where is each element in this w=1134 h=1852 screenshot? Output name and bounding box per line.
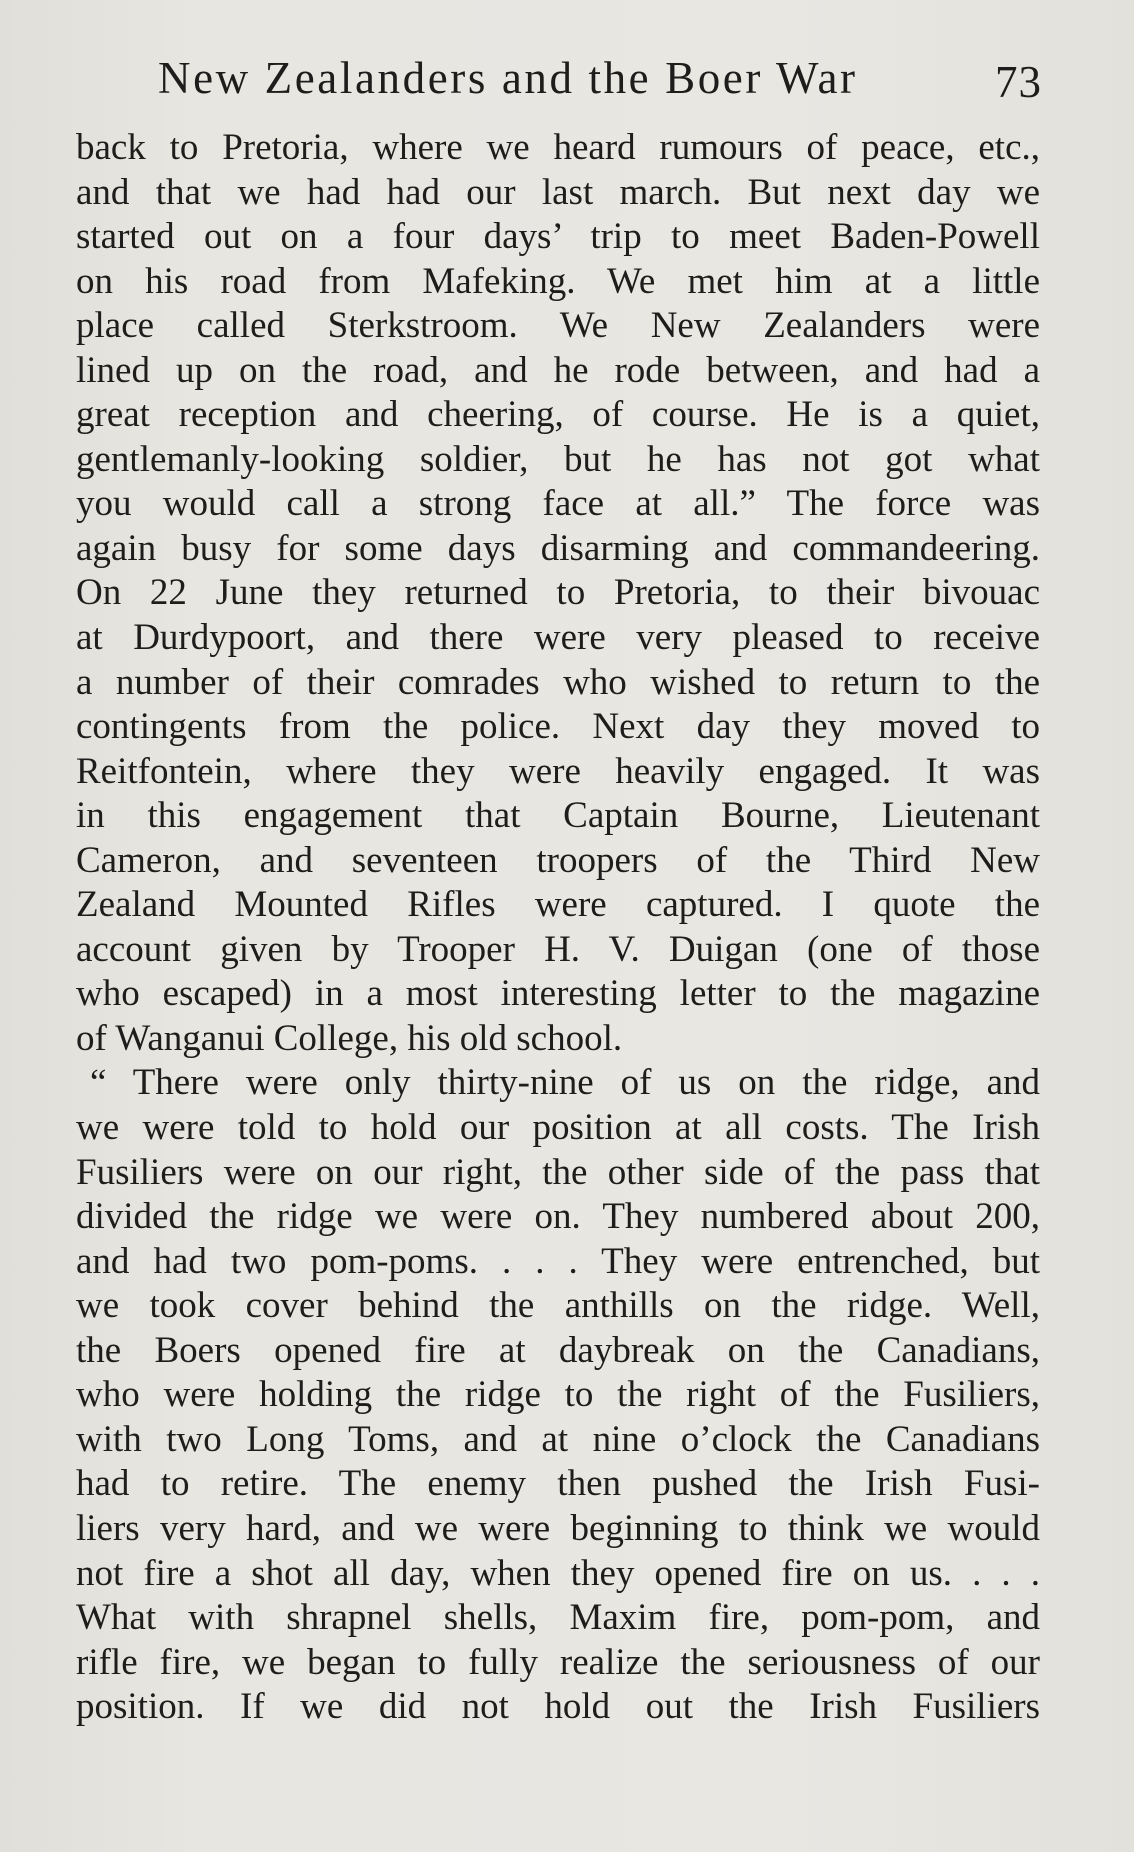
- text-line: again busy for some days disarming and commandeering.: [76, 527, 1040, 569]
- text-line: of Wanganui College, his old school.: [76, 1017, 623, 1059]
- text-line: great reception and cheering, of course. He is a quiet,: [76, 394, 1040, 436]
- text-line: account given by Trooper H. V. Duigan (one of those: [76, 928, 1040, 970]
- text-line: not fire a shot all day, when they opened fire on us. . . .: [76, 1552, 1040, 1594]
- running-title: New Zealanders and the Boer War: [158, 53, 858, 103]
- text-line: in this engagement that Captain Bourne, Lieutenant: [76, 795, 1040, 837]
- text-line: we were told to hold our position at all costs. The Irish: [76, 1107, 1040, 1149]
- text-line: and had two pom-poms. . . . They were entrenched, but: [76, 1240, 1040, 1282]
- text-line: we took cover behind the anthills on the ridge. Well,: [76, 1285, 1040, 1327]
- text-line: you would call a strong face at all.” The force was: [76, 483, 1040, 525]
- text-line: Zealand Mounted Rifles were captured. I quote the: [76, 884, 1040, 926]
- text-line: liers very hard, and we were beginning to think we would: [76, 1507, 1040, 1549]
- text-line: and that we had had our last march. But next day we: [76, 171, 1040, 213]
- text-line: place called Sterkstroom. We New Zealanders were: [76, 305, 1040, 347]
- text-line: rifle fire, we began to fully realize the seriousness of our: [76, 1641, 1040, 1683]
- running-head: [158, 50, 1042, 106]
- text-line: a number of their comrades who wished to return to the: [76, 661, 1040, 703]
- text-line: who escaped) in a most interesting letter to the magazine: [76, 973, 1040, 1015]
- text-line: Reitfontein, where they were heavily engaged. It was: [76, 750, 1040, 792]
- text-line: Cameron, and seventeen troopers of the Third New: [76, 839, 1040, 881]
- text-line: “ There were only thirty-nine of us on the ridge, and: [90, 1062, 1040, 1104]
- text-line: divided the ridge we were on. They numbered about 200,: [76, 1196, 1040, 1238]
- text-line: started out on a four days’ trip to meet Baden-Powell: [76, 216, 1040, 258]
- body-text: [76, 126, 1040, 1730]
- text-line: position. If we did not hold out the Irish Fusiliers: [76, 1686, 1040, 1728]
- text-line: back to Pretoria, where we heard rumours of peace, etc.,: [76, 127, 1040, 168]
- text-line: lined up on the road, and he rode between, and had a: [76, 349, 1040, 391]
- page-number: 73: [995, 57, 1042, 107]
- text-line: gentlemanly-looking soldier, but he has not got what: [76, 438, 1040, 480]
- text-line: Fusiliers were on our right, the other side of the pass that: [76, 1151, 1040, 1193]
- text-line: on his road from Mafeking. We met him at a little: [76, 260, 1040, 302]
- text-line: the Boers opened fire at daybreak on the Canadians,: [76, 1329, 1040, 1371]
- text-line: On 22 June they returned to Pretoria, to their bivouac: [76, 572, 1040, 614]
- text-line: had to retire. The enemy then pushed the Irish Fusi-: [76, 1463, 1040, 1505]
- text-line: What with shrapnel shells, Maxim fire, pom-pom, and: [76, 1597, 1040, 1639]
- text-line: who were holding the ridge to the right of the Fusiliers,: [76, 1374, 1040, 1416]
- text-line: at Durdypoort, and there were very pleased to receive: [76, 617, 1040, 659]
- text-line: with two Long Toms, and at nine o’clock the Canadians: [76, 1418, 1040, 1460]
- text-line: contingents from the police. Next day they moved to: [76, 706, 1040, 748]
